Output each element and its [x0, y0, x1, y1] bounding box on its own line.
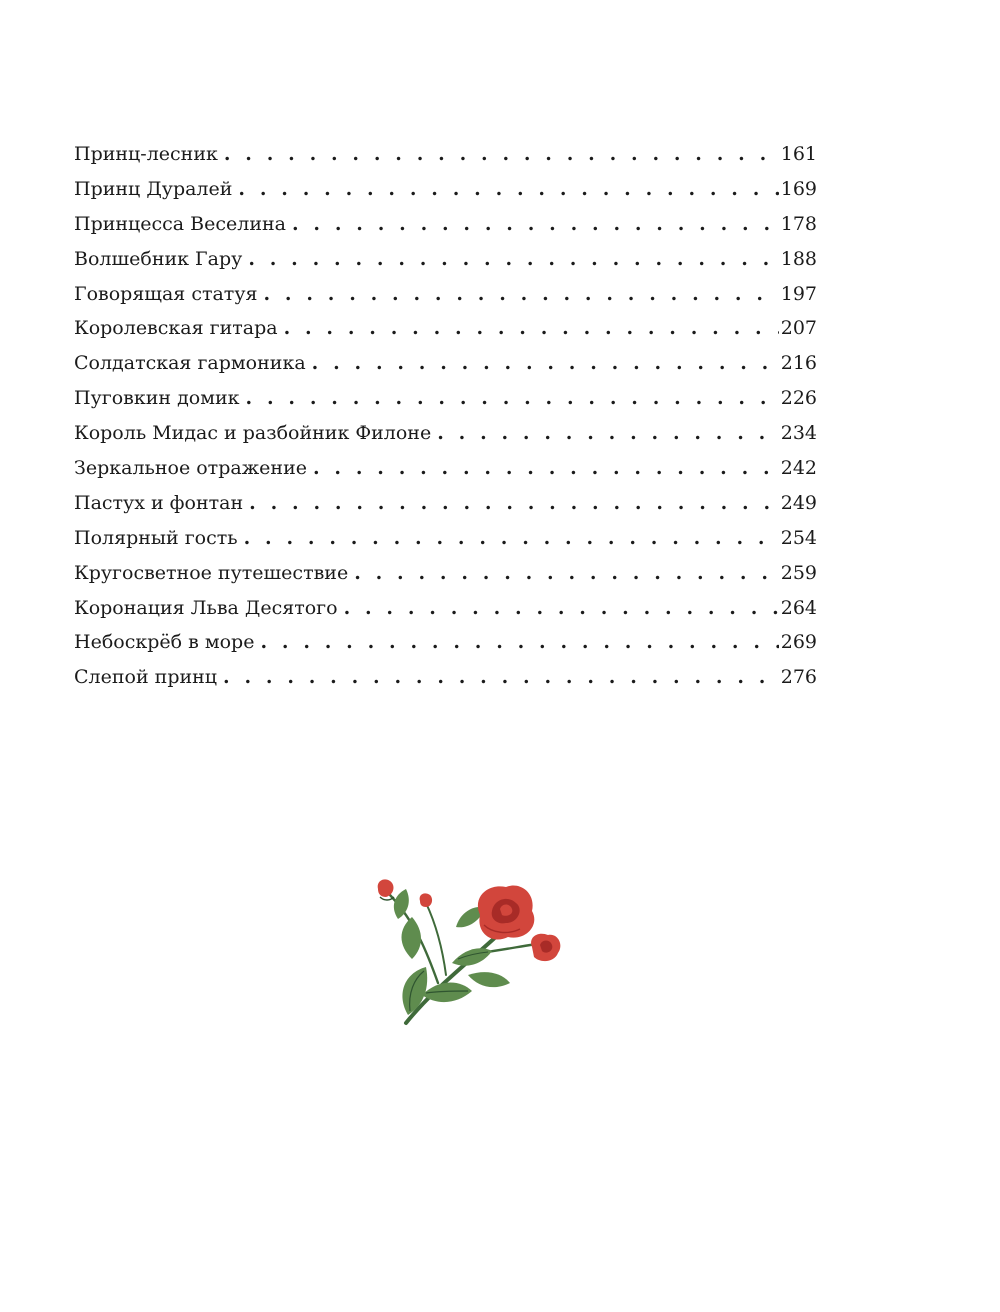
rose-leaf [402, 967, 427, 1015]
toc-entry[interactable] [74, 660, 817, 695]
toc-leader-dots [354, 556, 779, 591]
rose-bud [420, 893, 432, 907]
toc-entry-page: 188 [780, 247, 817, 270]
toc-entry-title: Волшебник Гару [74, 247, 243, 270]
toc-entry[interactable] [74, 311, 817, 346]
toc-entry-page: 264 [780, 596, 817, 619]
toc-leader-dots [249, 486, 779, 521]
toc-entry[interactable] [74, 137, 817, 172]
toc-entry-page: 269 [780, 631, 817, 654]
toc-leader-dots [313, 451, 779, 486]
rose-leaf [452, 948, 492, 965]
toc-entry[interactable] [74, 277, 817, 312]
toc-leader-dots [292, 207, 779, 242]
toc-entry[interactable] [74, 207, 817, 242]
toc-entry[interactable] [74, 381, 817, 416]
toc-entry[interactable] [74, 346, 817, 381]
toc-entry-page: 242 [780, 457, 817, 480]
toc-entry-title: Кругосветное путешествие [74, 561, 349, 584]
toc-entry-title: Полярный гость [74, 526, 238, 549]
toc-leader-dots [437, 416, 779, 451]
rose-leaf [468, 972, 510, 987]
table-of-contents [74, 137, 817, 695]
toc-leader-dots [246, 381, 779, 416]
rose-bloom-small [531, 934, 560, 961]
toc-entry-page: 276 [780, 666, 817, 689]
toc-leader-dots [238, 172, 778, 207]
toc-entry[interactable] [74, 556, 817, 591]
toc-entry-page: 161 [780, 143, 817, 165]
toc-entry[interactable] [74, 172, 817, 207]
toc-leader-dots [244, 521, 779, 556]
toc-entry-page: 178 [780, 212, 817, 235]
toc-entry-page: 254 [780, 526, 817, 549]
rose-stem-branch [426, 903, 446, 975]
toc-entry-title: Говорящая статуя [74, 282, 258, 305]
toc-entry[interactable] [74, 625, 817, 660]
toc-entry-title: Слепой принц [74, 666, 218, 689]
toc-entry-title: Пуговкин домик [74, 387, 240, 410]
toc-entry-page: 234 [780, 422, 817, 445]
rose-leaf [402, 917, 422, 959]
toc-entry-title: Коронация Льва Десятого [74, 596, 338, 619]
toc-entry-page: 197 [780, 282, 817, 305]
toc-entry-title: Принц Дуралей [74, 177, 233, 200]
toc-entry-title: Король Мидас и разбойник Филоне [74, 422, 432, 445]
toc-entry[interactable] [74, 242, 817, 277]
toc-entry[interactable] [74, 591, 817, 626]
toc-entry[interactable] [74, 521, 817, 556]
toc-entry-title: Пастух и фонтан [74, 491, 244, 514]
toc-leader-dots [248, 242, 778, 277]
toc-entry-page: 259 [780, 561, 817, 584]
toc-entry-page: 216 [780, 352, 817, 375]
toc-leader-dots [260, 625, 778, 660]
toc-entry-page: 169 [780, 177, 817, 200]
toc-leader-dots [344, 591, 779, 626]
toc-entry-title: Принцесса Веселина [74, 212, 286, 235]
toc-entry-page: 207 [780, 317, 817, 340]
rose-illustration-icon [368, 875, 568, 1027]
toc-entry[interactable] [74, 451, 817, 486]
toc-entry-page: 226 [780, 387, 817, 410]
toc-entry-title: Небоскрёб в море [74, 631, 255, 654]
toc-entry-title: Королевская гитара [74, 317, 278, 340]
toc-entry[interactable] [74, 416, 817, 451]
toc-leader-dots [263, 277, 778, 312]
toc-leader-dots [284, 311, 779, 346]
toc-entry-title: Принц-лесник [74, 143, 218, 165]
toc-entry-title: Солдатская гармоника [74, 352, 306, 375]
toc-leader-dots [224, 137, 779, 172]
toc-entry-page: 249 [780, 491, 817, 514]
toc-leader-dots [223, 660, 779, 695]
toc-entry[interactable] [74, 486, 817, 521]
rose-bloom-main [478, 885, 534, 939]
toc-leader-dots [312, 346, 779, 381]
toc-entry-title: Зеркальное отражение [74, 457, 307, 480]
